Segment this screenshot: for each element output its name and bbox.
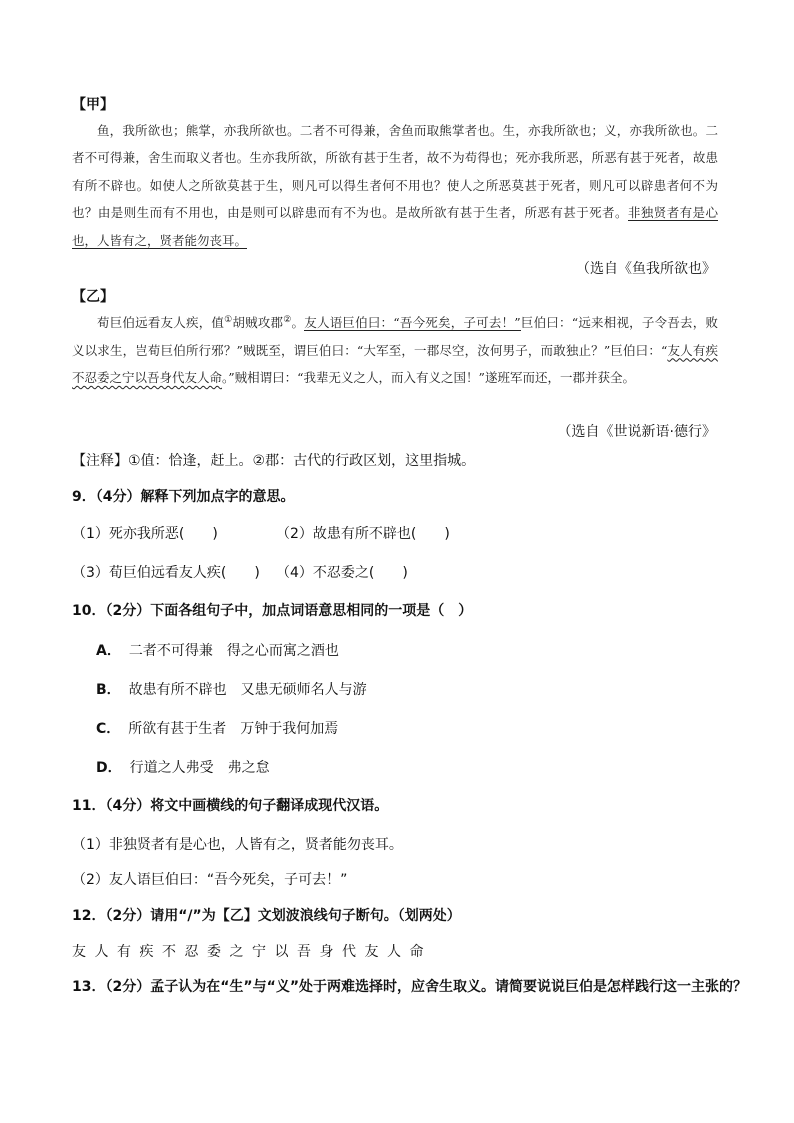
passage-b-body-4: 巨伯曰：“远来相视，子令吾去，败义以求生，岂荀巨伯所行邪？”贼既至，谓巨伯曰：“大军至，一郡尽空，汝何男子，而敢独止？”巨伯曰：“ bbox=[72, 315, 718, 358]
passage-a-source: （选自《鱼我所欲也》 bbox=[576, 261, 716, 277]
question-9-item-3: （3）荀巨伯远看友人疾( ) bbox=[72, 565, 260, 581]
option-key: D． bbox=[96, 760, 122, 776]
question-11-item-1: （1）非独贤者有是心也，人皆有之，贤者能勿丧耳。 bbox=[72, 837, 403, 853]
option-text: 故患有所不辟也 又患无硕师名人与游 bbox=[128, 682, 367, 698]
note-marker-1: ① bbox=[224, 315, 233, 325]
question-10-option-b bbox=[96, 679, 367, 699]
passage-b-underlined-sentence: 友人语巨伯曰：“吾今死矣，子可去！” bbox=[304, 315, 521, 331]
passage-b-body-5: 。”贼相谓曰：“我辈无义之人，而入有义之国！”遂班军而还，一郡并获全。 bbox=[222, 369, 635, 385]
passage-b-body-1: 荀巨伯远看友人疾，值 bbox=[97, 315, 225, 331]
question-10-stem: 10．（2分）下面各组句子中，加点词语意思相同的一项是（ ） bbox=[72, 603, 473, 619]
question-10-option-d bbox=[96, 757, 270, 777]
passage-a-underlined-sentence: 非独贤者有是心也，人皆有之，贤者能勿丧耳。 bbox=[72, 205, 718, 248]
question-9-item-2: （2）故患有所不辟也( ) bbox=[276, 526, 450, 542]
question-13-stem: 13．（2分）孟子认为在“生”与“义”处于两难选择时，应舍生取义。请简要说说巨伯是怎样践行这一主张的？ bbox=[72, 979, 748, 995]
passage-b-body-3: 。 bbox=[291, 315, 305, 331]
question-11-stem: 11．（4分）将文中画横线的句子翻译成现代汉语。 bbox=[72, 798, 389, 814]
annotation-notes: 【注释】①值：恰逢，赶上。②郡：古代的行政区划，这里指城。 bbox=[72, 453, 476, 469]
option-text: 二者不可得兼 得之心而寓之酒也 bbox=[128, 643, 339, 659]
option-key: A． bbox=[96, 643, 121, 659]
passage-b-body-2: 胡贼攻郡 bbox=[232, 315, 284, 331]
question-9-item-4: （4）不忍委之( ) bbox=[276, 565, 408, 581]
option-key: B． bbox=[96, 682, 121, 698]
question-11-item-2: （2）友人语巨伯曰：“吾今死矣，子可去！” bbox=[72, 872, 348, 888]
question-12-stem: 12．（2分）请用“/”为【乙】文划波浪线句子断句。（划两处） bbox=[72, 908, 461, 924]
note-marker-2: ② bbox=[283, 315, 292, 325]
passage-b-label: 【乙】 bbox=[72, 289, 114, 305]
passage-a-text bbox=[72, 117, 718, 254]
question-9-item-1: （1）死亦我所恶( ) bbox=[72, 526, 218, 542]
option-text: 行道之人弗受 弗之怠 bbox=[129, 760, 270, 776]
passage-b-wavy-sentence: 友人有疾不忍委之宁以吾身代友人命 bbox=[72, 342, 718, 385]
option-key: C． bbox=[96, 721, 121, 737]
passage-a-body: 鱼，我所欲也；熊掌，亦我所欲也。二者不可得兼，舍鱼而取熊掌者也。生，亦我所欲也；义，亦我所欲也。二者不可得兼，舍生而取义者也。生亦我所欲，所欲有甚于生者，故不为苟得也；死亦我所恶，所恶有甚于死者，故患有所不辟也。如使人之所欲莫甚于生，则凡可以得生者何不用也？使人之所恶莫甚于死者，则凡可以辟患者何不为也？由是则生而有不用也，由是则可以辟患而有不为也。是故所欲有甚于生者，所恶有甚于死者。 bbox=[72, 123, 718, 221]
passage-b-source: （选自《世说新语·德行》 bbox=[557, 424, 716, 440]
question-10-option-a bbox=[96, 640, 339, 660]
question-12-sentence: 友人有疾不忍委之宁以吾身代友人命 bbox=[72, 944, 432, 960]
question-9-stem: 9．（4分）解释下列加点字的意思。 bbox=[72, 489, 295, 505]
passage-a-label: 【甲】 bbox=[72, 97, 114, 113]
option-text: 所欲有甚于生者 万钟于我何加焉 bbox=[128, 721, 339, 737]
passage-b-text bbox=[72, 307, 718, 391]
question-10-option-c bbox=[96, 718, 338, 738]
